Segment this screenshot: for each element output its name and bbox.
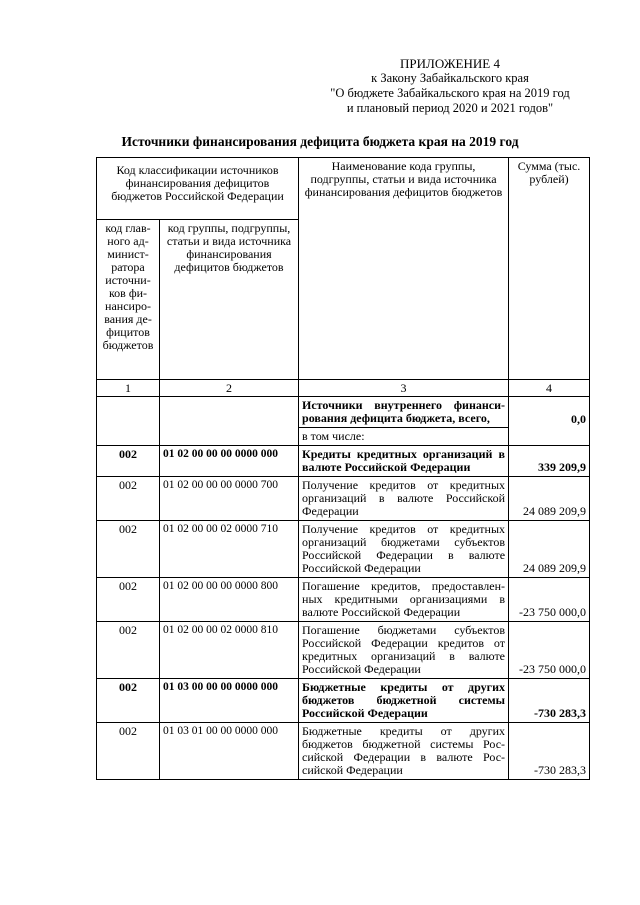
table-row [97,446,590,477]
admin-code-cell: 002 [97,578,160,622]
sum-cell: -730 283,3 [509,723,590,780]
table-row [97,578,590,622]
sum-cell: 24 089 209,9 [509,521,590,578]
admin-code-cell: 002 [97,622,160,679]
total-code-cell [160,397,299,428]
header-name: Наименование кода группы, подгруппы, статьи и вида источника финансирования дефицитов бюджетов [299,158,509,380]
admin-code-cell: 002 [97,679,160,723]
table-row [97,723,590,780]
source-code-cell: 01 02 00 00 00 0000 700 [160,477,299,521]
sum-cell: 24 089 209,9 [509,477,590,521]
appendix-line-period: и плановый период 2020 и 2021 годов" [346,101,554,115]
appendix-line-budget: "О бюджете Забайкальского края на 2019 год [330,86,570,100]
column-number: 1 [97,380,160,397]
header-sum: Сумма (тыс. рублей) [509,158,590,380]
subheader-row [97,428,590,446]
total-sum: 0,0 [509,397,590,428]
financing-table [96,157,590,780]
page-title: Источники финансирования дефицита бюджета края на 2019 год [121,134,519,149]
sum-cell: -730 283,3 [509,679,590,723]
sum-cell: 339 209,9 [509,446,590,477]
total-row [97,397,590,428]
header-source-code: код группы, подгруппы, статьи и вида источника финансирования дефицитов бюджетов [160,220,299,380]
admin-code-cell: 002 [97,521,160,578]
subheader-label: в том числе: [299,428,509,446]
column-number: 2 [160,380,299,397]
source-name-cell: Получение кредитов от кредитных организаций бюджетами субъектов Российской Федерации в валюте Российской Федерации [299,521,509,578]
table-row [97,679,590,723]
table-row [97,521,590,578]
source-name-cell: Кредиты кредитных организаций в валюте Российской Федерации [299,446,509,477]
source-code-cell: 01 03 00 00 00 0000 000 [160,679,299,723]
source-name-cell: Погашение бюджетами субъектов Российской Федерации кредитов от кредитных организаций в валюте Российской Федерации [299,622,509,679]
source-code-cell: 01 02 00 00 02 0000 810 [160,622,299,679]
source-code-cell: 01 02 00 00 00 0000 800 [160,578,299,622]
source-name-cell: Получение кредитов от кредитных организаций в валюте Российской Федерации [299,477,509,521]
sum-cell: -23 750 000,0 [509,622,590,679]
source-name-cell: Бюджетные кредиты от других бюджетов бюджетной системы Российской Федерации [299,679,509,723]
source-name-cell: Бюджетные кредиты от других бюджетов бюджетной системы Рос-сийской Федерации в валюте Рос-сийской Федерации [299,723,509,780]
admin-code-cell: 002 [97,477,160,521]
subheader-sum-cell [509,428,590,446]
total-admin-cell [97,397,160,428]
subheader-code-cell [160,428,299,446]
column-number: 3 [299,380,509,397]
column-number-row [97,380,590,397]
column-number: 4 [509,380,590,397]
sum-cell: -23 750 000,0 [509,578,590,622]
source-code-cell: 01 02 00 00 02 0000 710 [160,521,299,578]
table-row [97,477,590,521]
header-classification-code: Код классификации источников финансирования дефицитов бюджетов Российской Федерации [97,158,299,220]
appendix-title: ПРИЛОЖЕНИЕ 4 [400,56,500,71]
subheader-admin-cell [97,428,160,446]
source-code-cell: 01 03 01 00 00 0000 000 [160,723,299,780]
appendix-line-law: к Закону Забайкальского края [371,71,529,85]
appendix-block [300,56,600,116]
admin-code-cell: 002 [97,723,160,780]
source-code-cell: 01 02 00 00 00 0000 000 [160,446,299,477]
header-admin-code: код глав-ного ад-минист-ратора источни-ков фи-нансиро-вания де-фицитов бюджетов [97,220,160,380]
admin-code-cell: 002 [97,446,160,477]
header-row-top [97,158,590,220]
total-name: Источники внутреннего финанси-рования дефицита бюджета, всего, [299,397,509,428]
source-name-cell: Погашение кредитов, предоставлен-ных кредитными организациями в валюте Российской Федерации [299,578,509,622]
table-row [97,622,590,679]
